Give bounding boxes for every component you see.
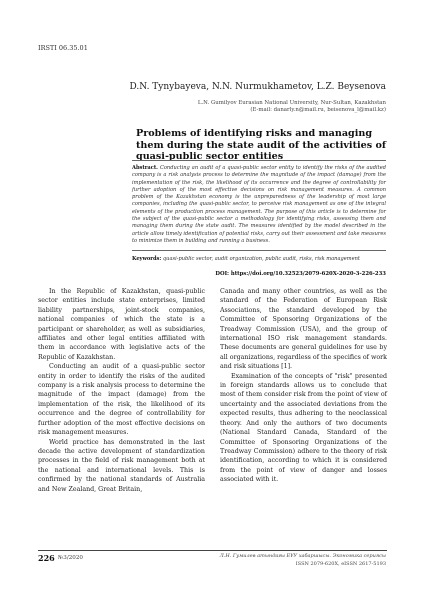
irsti-code: IRSTI 06.35.01 <box>38 44 88 52</box>
affiliation-line: L.N. Gumilyov Eurasian National University, Nur-Sultan, Kazakhstan <box>197 100 386 106</box>
body-paragraph: Canada and many other countries, as well as the standard of the Federation of European Risk Associations, the standard developed by the Committee of Sponsoring Organizations of the Treadway Commission (USA), and the group of international ISO risk management standards. These documents are general guidelines for use by all organizations, regardless of the specifics of work and risk situations [1]. <box>220 288 387 371</box>
issue-number: №3/2020 <box>58 555 83 561</box>
keywords-text: quasi-public sector, audit organization, public audit, risks, risk management <box>162 256 360 262</box>
affiliation <box>198 100 386 114</box>
affiliation-email: (E-mail: danarly.n@mail.ru, beisenova_l@mail.kz) <box>250 107 386 113</box>
article-title: Problems of identifying risks and managing them during the state audit of the activities of quasi-public sector entities <box>136 128 387 162</box>
journal-name: Л.Н. Гумилев атындағы ЕҰУ хабаршысы. Экономика сериясы <box>219 553 386 559</box>
abstract-text: Conducting an audit of a quasi-public sector entity to identify the risks of the audited company is a risk analysis process to determine the magnitude of the impact (damage) from the implementation of the risk, the likelihood of its occurrence and the degree of controllability for further adoption of the most effective decisions on risk management measures. A common problem of the Kazakhstan economy is the unpreparedness of the leadership of most large companies, including the quasi-public sector, to perceive risk management as one of the integral elements of the production process management. The purpose of this article is to determine for the subject of the quasi-public sector a methodology for identifying risks, assessing them and managing them during the state audit. The measures identified by the model described in the article allow timely identification of potential risks, carry out their assessment and take measures to minimize them in building and running a business. <box>132 165 386 244</box>
body-paragraph: World practice has demonstrated in the last decade the active development of standardization processes in the field of risk management both at the national and international levels. This is confirmed by the national standards of Australia and New Zealand, Great Britain, <box>38 438 205 493</box>
body-paragraph: Examination of the concepts of "risk" presented in foreign standards allows us to conclude that most of them consider risk from the point of view of uncertainty and the associated deviations from the expected results, thus adhering to the neoclassical theory. And only the authors of two documents (National Standard Canada, Standard of the Committee of Sponsoring Organizations of the Treadway Commission) adhere to the theory of risk identification, according to which it is considered from the point of view of danger and losses associated with it. <box>220 372 387 484</box>
page-number: 226 <box>38 553 55 563</box>
abstract-label: Abstract. <box>132 165 158 171</box>
body-column-right <box>220 287 387 485</box>
abstract <box>132 165 386 245</box>
keywords <box>132 256 386 262</box>
authors: D.N. Tynybayeva, N.N. Nurmukhametov, L.Z. Beysenova <box>129 82 386 92</box>
footer-divider <box>38 550 387 551</box>
body-column-left <box>38 287 205 494</box>
issn: ISSN 2079-620X, eISSN 2617-5193 <box>295 561 386 567</box>
body-paragraph: Conducting an audit of a quasi-public sector entity in order to identify the risks of the audited company is a risk analysis process to determine the magnitude of the impact (damage) from the implementation of the risk, the likelihood of its occurrence and the degree of controllability for further adoption of the most effective decisions on risk management measures. <box>38 363 205 437</box>
doi-link[interactable]: DOI: https://doi.org/10.32523/2079-620X-2020-3-226-233 <box>215 271 386 277</box>
keywords-label: Keywords: <box>132 256 162 262</box>
body-paragraph: In the Republic of Kazakhstan, quasi-public sector entities include state enterprises, limited liability partnerships, joint-stock companies, national companies of which the state is a participant or shareholder, as well as subsidiaries, affiliates and other legal entities affiliated with them in accordance with legislative acts of the Republic of Kazakhstan. <box>38 288 205 361</box>
